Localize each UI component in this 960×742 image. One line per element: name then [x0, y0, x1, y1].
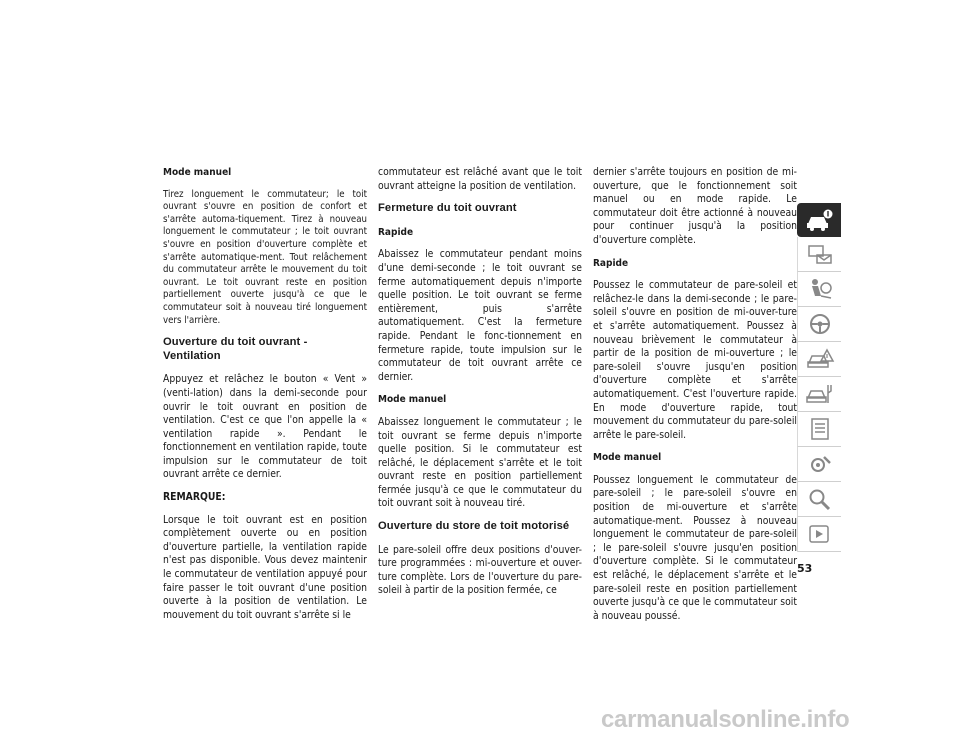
message-icon [805, 241, 835, 267]
column-1 [163, 166, 367, 631]
ventilation-heading: Ouverture du toit ouvrant - Ventilation [163, 336, 308, 362]
rapide-paragraph: Poussez le commutateur de pare-soleil et relâchez-le dans la demi-seconde ; le pare-soleil s'ouvre en position de mi-ouver-ture et s'arrête automatiquement. Poussez à nouveau brièvement le commutateur à partir de la position de mi-ouverture ; le pare-soleil s'ouvre jusqu'en position d'ouverture complète et s'arrête automatiquement. C'est l'ouverture rapide. En mode d'ouverture rapide, tout mouvement du commutateur du pare-soleil arrête le pare-soleil. [593, 279, 797, 441]
tab-car-info[interactable] [797, 203, 841, 237]
tab-multimedia[interactable] [797, 517, 841, 552]
magnifier-icon [805, 486, 835, 512]
tab-messages[interactable] [797, 237, 841, 272]
rapide-label: Rapide [378, 226, 414, 238]
car-tools-icon [805, 381, 835, 407]
airbag-icon [805, 276, 835, 302]
remarque-paragraph: Lorsque le toit ouvrant est en position complètement ouverte ou en position d'ouverture partielle, la ventilation rapide n'est pas disponible. Vous devez maintenir le commutateur de ventilation appuyé pour faire passer le toit ouvrant d'une position ouverte à la position de ventilation. Le mouvement du toit ouvrant s'arrête si le [163, 513, 367, 621]
mode-manuel-paragraph: Abaissez longuement le commutateur ; le toit ouvrant se ferme depuis n'importe quelle position. Si le commutateur est relâché, le déplacement s'arrête et le toit ouvrant reste en position partiellement fermée jusqu'à ce que le commutateur du toit ouvrant soit à nouveau tiré. [378, 415, 582, 510]
multimedia-icon [805, 521, 835, 547]
rapide-label: Rapide [593, 257, 629, 269]
tab-car-warning[interactable] [797, 342, 841, 377]
gear-icon [805, 451, 835, 477]
fermeture-heading: Fermeture du toit ouvrant [378, 202, 517, 215]
steering-wheel-icon [805, 311, 835, 337]
column-3 [593, 166, 797, 632]
continuation-paragraph: dernier s'arrête toujours en position de mi-ouverture, que le fonctionnement soit manuel ou en mode rapide. Le commutateur doit être actionné à nouveau pour continuer jusqu'à la position d'ouverture complète. [593, 166, 797, 246]
mode-manuel-label: Mode manuel [378, 394, 447, 406]
mode-manuel-label: Mode manuel [163, 167, 232, 178]
store-paragraph: Le pare-soleil offre deux positions d'ouver-ture programmées : mi-ouverture et ouver-ture complète. Lors de l'ouverture du pare-soleil à partir de la position fermée, ce [378, 543, 582, 597]
tab-search[interactable] [797, 482, 841, 517]
column-2 [378, 166, 582, 607]
remarque-label: REMARQUE: [163, 491, 226, 504]
mode-manuel-label: Mode manuel [593, 452, 662, 464]
chapter-tabs [797, 203, 841, 552]
page-number: 53 [797, 562, 813, 575]
tab-checklist[interactable] [797, 412, 841, 447]
mode-manuel-paragraph: Poussez longuement le commutateur de pare-soleil ; le pare-soleil s'ouvre en position de mi-ouverture et s'arrête automatique-ment. Poussez à nouveau longuement le commutateur de pare-soleil ; le pare-soleil s'ouvre jusqu'en position d'ouverture complète. Si le commutateur est relâché, le déplacement s'arrête et le pare-soleil reste en position partiellement ouverte jusqu'à ce que le commutateur soit à nouveau poussé. [593, 473, 797, 622]
footer-watermark: carmanualsonline.info [601, 706, 850, 733]
tab-maintenance[interactable] [797, 447, 841, 482]
tab-airbag[interactable] [797, 272, 841, 307]
continuation-paragraph: commutateur est relâché avant que le toit ouvrant atteigne la position de ventilation. [378, 166, 582, 192]
ventilation-paragraph: Appuyez et relâchez le bouton « Vent » (venti-lation) dans la demi-seconde pour ouvrir le toit ouvrant en position de ventilation. C'est ce que l'on appelle la « ventilation rapide ». Pendant le fonctionnement en ventilation rapide, toute impulsion sur le commutateur de toit ouvrant arrête ce dernier. [163, 373, 367, 481]
mode-manuel-paragraph: Tirez longuement le commutateur; le toit ouvrant s'ouvre en position de confort et s'arrête automa-tiquement. Tirez à nouveau longuement le commutateur ; le toit ouvrant s'ouvre en position d'ouverture complète et s'arrête automatique-ment. Tout relâchement du commutateur arrête le mouvement du toit ouvrant. Le toit ouvrant reste en position partiellement ouverte jusqu'à ce que le commutateur soit à nouveau tiré longuement vers l'arrière. [163, 188, 367, 326]
rapide-paragraph: Abaissez le commutateur pendant moins d'une demi-seconde ; le toit ouvrant se ferme automatiquement depuis n'importe quelle position. Le toit ouvrant se ferme entièrement, puis s'arrête automatiquement. C'est la fermeture rapide. Pendant le fonc-tionnement en fermeture rapide, toute impulsion sur le commutateur de toit ouvrant arrête ce dernier. [378, 248, 582, 383]
tab-car-tools[interactable] [797, 377, 841, 412]
car-warning-icon [805, 346, 835, 372]
store-heading: Ouverture du store de toit motorisé [378, 520, 570, 533]
checklist-icon [805, 416, 835, 442]
tab-steering[interactable] [797, 307, 841, 342]
car-info-icon [804, 207, 834, 233]
